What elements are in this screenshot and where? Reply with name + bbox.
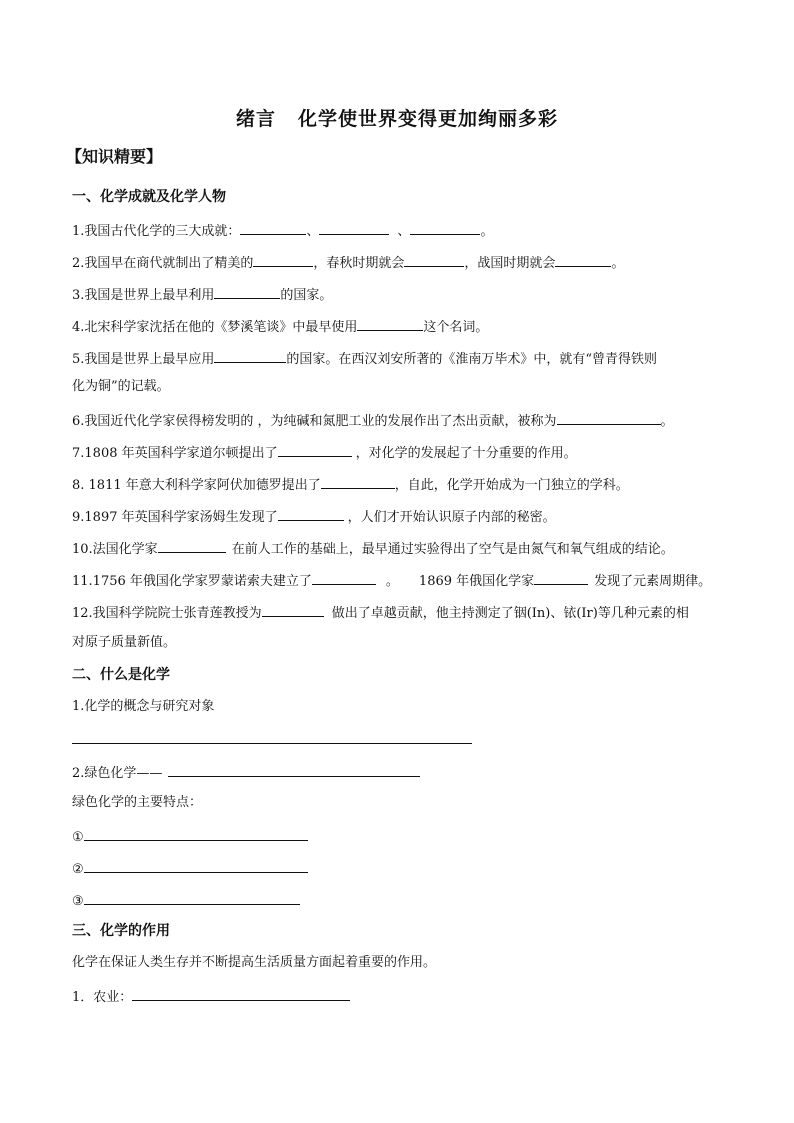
blank[interactable] xyxy=(278,442,352,457)
question-9: 9.1897 年英国科学家汤姆生发现了 ，人们才开始认识原子内部的秘密。 xyxy=(72,506,556,527)
agriculture-prompt: 1．农业： xyxy=(72,986,350,1007)
section2-heading: 二、什么是化学 xyxy=(72,667,170,683)
section1-heading: 一、化学成就及化学人物 xyxy=(72,189,226,205)
blank[interactable] xyxy=(404,252,464,267)
blank[interactable] xyxy=(158,538,226,553)
green-chemistry-prompt: 2.绿色化学—— xyxy=(72,762,420,783)
green-chemistry-features: 绿色化学的主要特点： xyxy=(72,795,203,810)
question-12-line1: 12.我国科学院院士张青莲教授为 做出了卓越贡献，他主持测定了铟(In)、铱(Ir)等几种元素的相 xyxy=(72,602,689,623)
question-3: 3.我国是世界上最早利用 的国家。 xyxy=(72,284,332,305)
blank[interactable] xyxy=(214,284,280,299)
title-right: 化学使世界变得更加绚丽多彩 xyxy=(298,108,559,130)
question-1: 1.我国古代化学的三大成就： 、 、 。 xyxy=(72,220,493,241)
blank[interactable] xyxy=(240,220,306,235)
blank[interactable] xyxy=(557,410,661,425)
section3-heading: 三、化学的作用 xyxy=(72,923,170,939)
blank[interactable] xyxy=(312,570,376,585)
chemistry-role-text: 化学在保证人类生存并不断提高生活质量方面起着重要的作用。 xyxy=(72,955,437,970)
question-5-line1: 5.我国是世界上最早应用 的国家。在西汉刘安所著的《淮南万毕术》中，就有“曾青得铁则 xyxy=(72,348,657,369)
feature-3: ③ xyxy=(72,890,300,911)
blank[interactable] xyxy=(555,252,611,267)
answer-line[interactable] xyxy=(72,743,472,744)
blank[interactable] xyxy=(278,506,344,521)
blank[interactable] xyxy=(253,252,313,267)
blank[interactable] xyxy=(132,986,350,1001)
feature-1: ① xyxy=(72,826,308,847)
question-12-line2: 对原子质量新值。 xyxy=(72,635,177,650)
blank[interactable] xyxy=(84,858,308,873)
feature-2: ② xyxy=(72,858,308,879)
blank[interactable] xyxy=(168,762,420,777)
question-7: 7.1808 年英国科学家道尔顿提出了 ，对化学的发展起了十分重要的作用。 xyxy=(72,442,577,463)
blank[interactable] xyxy=(84,826,308,841)
question-4: 4.北宋科学家沈括在他的《梦溪笔谈》中最早使用 这个名词。 xyxy=(72,316,488,337)
question-10: 10.法国化学家 在前人工作的基础上，最早通过实验得出了空气是由氮气和氧气组成的结论。 xyxy=(72,538,674,559)
blank[interactable] xyxy=(410,220,480,235)
blank[interactable] xyxy=(214,348,286,363)
blank[interactable] xyxy=(534,570,588,585)
blank[interactable] xyxy=(357,316,423,331)
knowledge-header: 【知识精要】 xyxy=(66,147,163,166)
question-6: 6.我国近代化学家侯得榜发明的 ，为纯碱和氮肥工业的发展作出了杰出贡献，被称为 。 xyxy=(72,410,674,431)
chemistry-concept-prompt: 1.化学的概念与研究对象 xyxy=(72,699,215,714)
blank[interactable] xyxy=(84,890,300,905)
question-11: 11.1756 年俄国化学家罗蒙诺索夫建立了 。 1869 年俄国化学家 发现了元素周期律。 xyxy=(72,570,711,591)
question-2: 2.我国早在商代就制出了精美的 ，春秋时期就会 ，战国时期就会 。 xyxy=(72,252,624,273)
blank[interactable] xyxy=(262,602,324,617)
question-5-line2: 化为铜”的记载。 xyxy=(72,379,170,394)
page-title xyxy=(0,104,794,131)
question-8: 8. 1811 年意大利科学家阿伏加德罗提出了 ，自此，化学开始成为一门独立的学科。 xyxy=(72,474,629,495)
blank[interactable] xyxy=(321,474,395,489)
blank[interactable] xyxy=(319,220,389,235)
title-left: 绪言 xyxy=(235,108,276,130)
